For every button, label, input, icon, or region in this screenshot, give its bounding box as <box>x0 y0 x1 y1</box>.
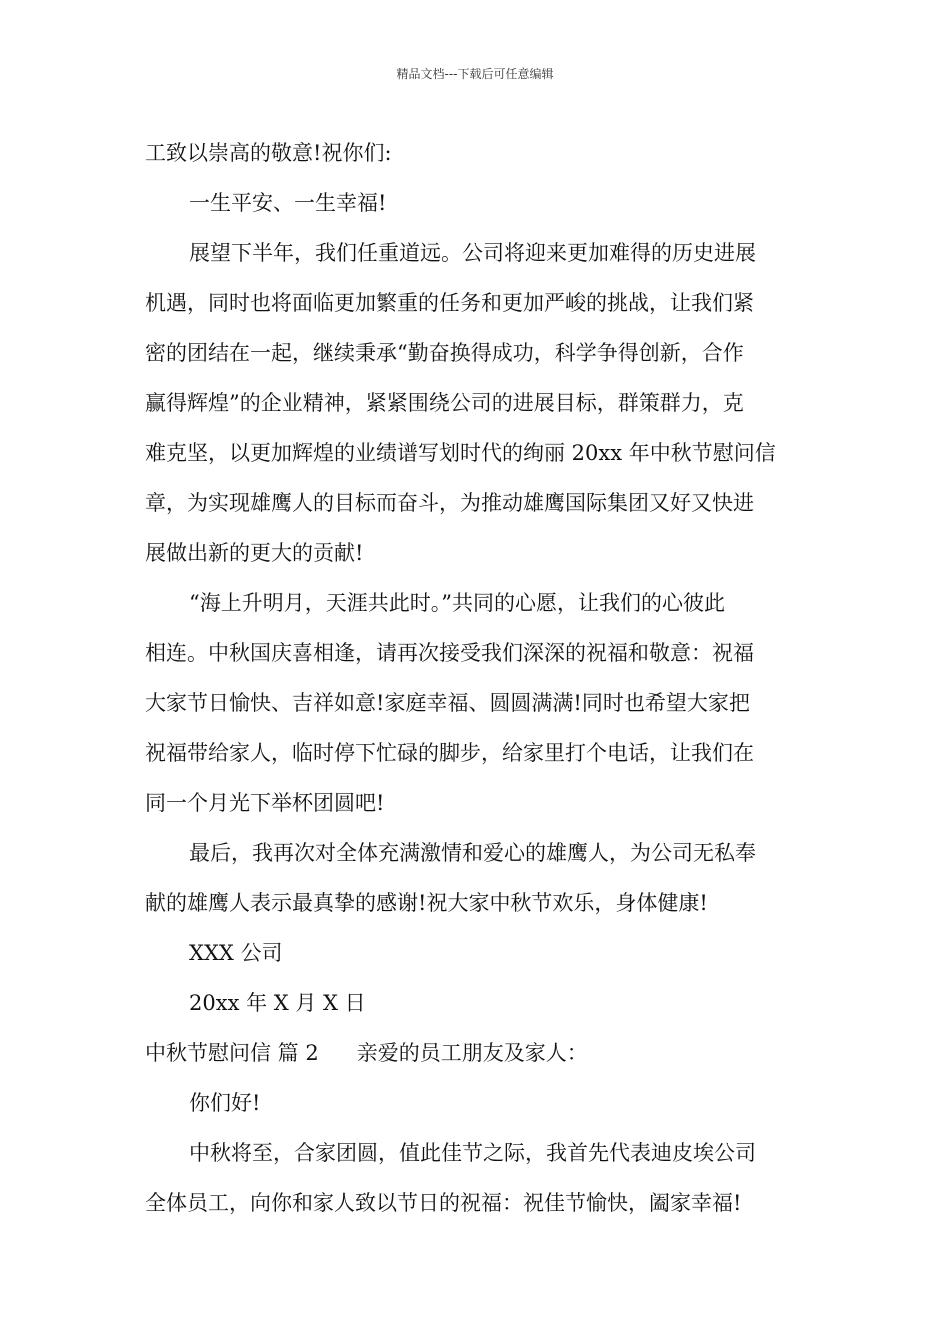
paragraph-line: “海上升明月，天涯共此时。”共同的心愿，让我们的心彼此 <box>189 591 725 615</box>
paragraph-line: 工致以崇高的敬意!祝你们: <box>145 141 392 165</box>
paragraph-line: 机遇，同时也将面临更加繁重的任务和更加严峻的挑战，让我们紧 <box>145 291 754 315</box>
paragraph-line: 相连。中秋国庆喜相逢，请再次接受我们深深的祝福和敬意：祝福 <box>145 641 754 665</box>
paragraph-line: 最后，我再次对全体充满激情和爱心的雄鹰人，为公司无私奉 <box>189 841 756 865</box>
paragraph-line: 难克坚，以更加辉煌的业绩谱写划时代的绚丽 20xx 年中秋节慰问信 <box>145 441 776 465</box>
paragraph-line: 密的团结在一起，继续秉承“勤奋换得成功，科学争得创新，合作 <box>145 341 744 365</box>
signature-date: 20xx 年 X 月 X 日 <box>189 991 366 1015</box>
signature-company: XXX 公司 <box>189 941 283 965</box>
paragraph-line: 全体员工，向你和家人致以节日的祝福：祝佳节愉快，阖家幸福! <box>145 1191 742 1215</box>
paragraph-line: 章，为实现雄鹰人的目标而奋斗，为推动雄鹰国际集团又好又快进 <box>145 491 754 515</box>
paragraph-line: 祝福带给家人，临时停下忙碌的脚步，给家里打个电话，让我们在 <box>145 741 754 765</box>
salutation: 亲爱的员工朋友及家人： <box>356 1041 588 1065</box>
paragraph-line: 大家节日愉快、吉祥如意!家庭幸福、圆圆满满!同时也希望大家把 <box>145 691 750 715</box>
paragraph-line: 展做出新的更大的贡献! <box>145 541 364 565</box>
page-header: 精品文档---下载后可任意编辑 <box>396 67 554 81</box>
paragraph-line: 赢得辉煌”的企业精神，紧紧围绕公司的进展目标，群策群力，克 <box>145 391 744 415</box>
paragraph-line: 中秋将至，合家团圆，值此佳节之际，我首先代表迪皮埃公司 <box>189 1141 756 1165</box>
paragraph-line: 展望下半年，我们任重道远。公司将迎来更加难得的历史进展 <box>189 241 756 265</box>
greeting-line: 你们好! <box>189 1091 261 1115</box>
paragraph-line: 献的雄鹰人表示最真挚的感谢!祝大家中秋节欢乐，身体健康! <box>145 891 708 915</box>
paragraph-line: 一生平安、一生幸福! <box>189 191 387 215</box>
section-heading: 中秋节慰问信 篇 2 <box>145 1041 319 1065</box>
paragraph-line: 同一个月光下举杯团圆吧! <box>145 791 385 815</box>
document-body <box>145 128 807 1228</box>
section-heading-line <box>145 1028 807 1078</box>
